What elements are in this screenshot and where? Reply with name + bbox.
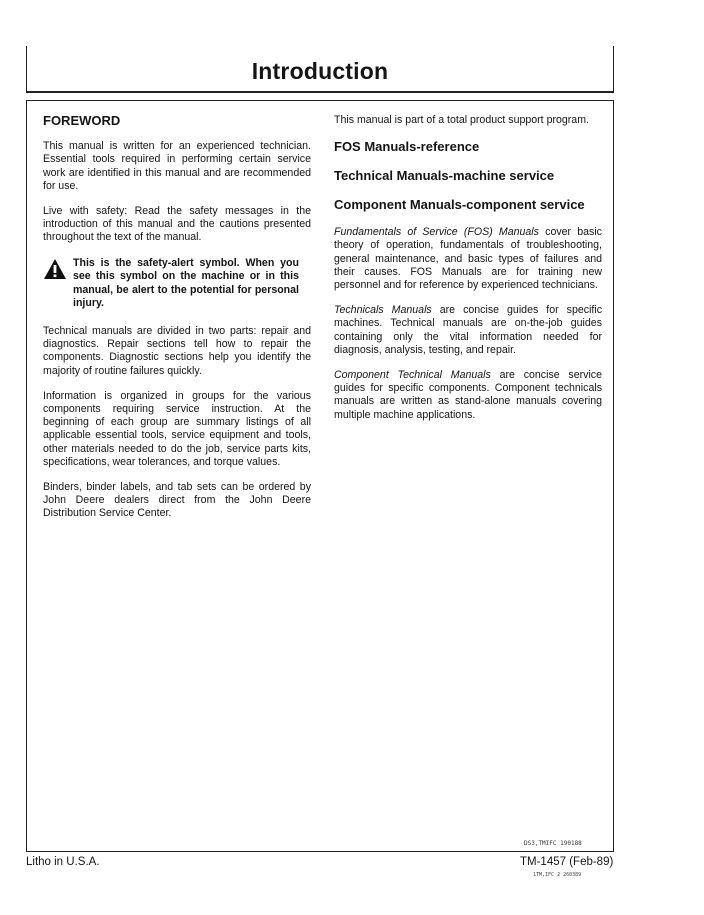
title-rule [26, 91, 614, 93]
safety-alert-block [43, 257, 311, 311]
technical-term: Technicals Manuals [334, 304, 432, 317]
safety-alert-text: This is the safety-alert symbol. When you see this symbol on the machine or in this manual, be alert to the potential for personal injury. [73, 256, 299, 310]
paragraph: Information is organized in groups for the various components requiring service instruction. At the beginning of each group are summary listings of all applicable essential tools, service equipment and tools, other materials needed to do the job, service parts kits, specifications, wear tolerances, and torque values. [43, 389, 311, 468]
fos-heading: FOS Manuals-reference [334, 139, 480, 155]
content-bottom-rule [26, 851, 614, 852]
content-top-rule [26, 100, 614, 101]
paragraph: Technical manuals are divided in two parts: repair and diagnostics. Repair sections tell how to repair the components. Diagnostic sections help you identify the majority of routine failures quickly. [43, 325, 311, 377]
foreword-heading: FOREWORD [43, 113, 121, 128]
fos-paragraph [334, 226, 602, 292]
fos-text: cover basic theory of operation, fundamentals of troubleshooting, general maintenance, and basic types of failures and their causes. FOS Manuals are for training new personnel and for reference by experienced technicians. [334, 226, 602, 292]
program-intro: This manual is part of a total product support program. [334, 114, 589, 126]
frame-line [26, 100, 27, 852]
page-title: Introduction [251, 58, 389, 84]
component-paragraph [334, 369, 602, 422]
footer-code: 1TM,IFC 2 260389 [533, 872, 582, 878]
fos-term: Fundamentals of Service (FOS) Manuals [334, 226, 539, 239]
paragraph: This manual is written for an experienced technician. Essential tools required in performing certain service work are identified in this manual and are recommended for use. [43, 140, 311, 192]
technical-paragraph [334, 304, 602, 357]
footer-manual-number: TM-1457 (Feb-89) [520, 856, 614, 868]
left-column [43, 112, 311, 533]
technical-heading: Technical Manuals-machine service [334, 168, 555, 184]
safety-alert-triangle-icon [43, 257, 73, 284]
component-heading: Component Manuals-component service [334, 197, 585, 213]
footer-printer-note: Litho in U.S.A. [26, 856, 100, 868]
technical-text: are concise guides for specific machines. Technical manuals are on-the-job guides containing only the vital information needed for diagnosis, analysis, testing, and repair. [334, 304, 602, 356]
paragraph: Live with safety: Read the safety messages in the introduction of this manual and the cautions presented throughout the text of the manual. [43, 205, 311, 244]
paragraph: Binders, binder labels, and tab sets can be ordered by John Deere dealers direct from the John Deere Distribution Service Center. [43, 481, 311, 520]
component-text: are concise service guides for specific components. Component technicals manuals are written as stand-alone manuals covering multiple machine applications. [334, 369, 602, 421]
component-term: Component Technical Manuals [334, 369, 491, 382]
right-column [334, 112, 602, 434]
frame-line [613, 100, 614, 852]
document-code: DS3,TMIFC 190188 [524, 840, 582, 847]
